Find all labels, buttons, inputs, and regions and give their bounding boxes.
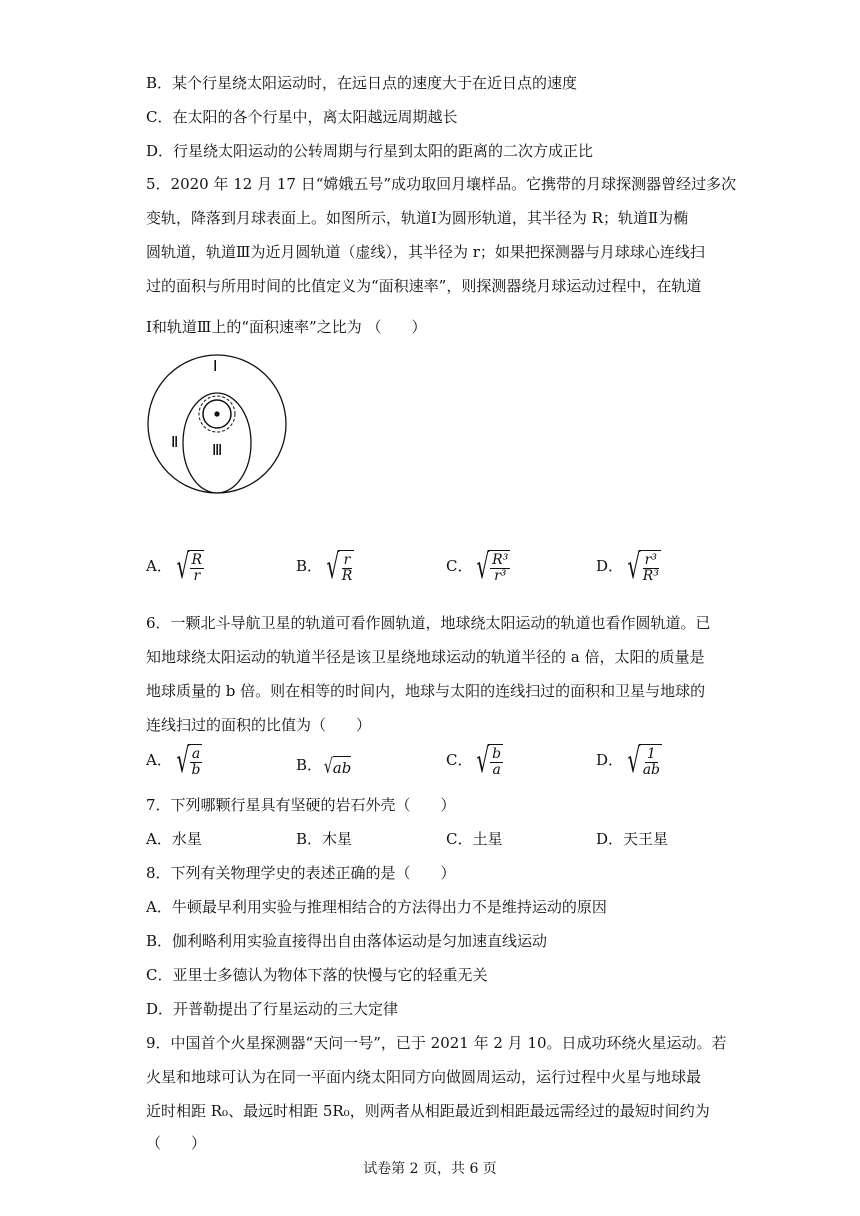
q6-option-a: A． √ $\frac{a}{b}$ [146,741,201,781]
orbit-diagram [145,352,295,502]
q5-stem-line-3: 圆轨道，轨道Ⅲ为近月圆轨道（虚线），其半径为 r；如果把探测器与月球球心连线扫 [146,243,705,261]
q9-stem-line-3: 近时相距 R₀、最远时相距 5R₀，则两者从相距最近到相距最远需经过的最短时间约为 [146,1102,710,1120]
orbit-1-label: Ⅰ [213,359,218,375]
q5-option-c: C． √ $\frac{\text{R³}}{\text{r³}}$ [446,547,509,587]
q4-option-c: C．在太阳的各个行星中，离太阳越远周期越长 [146,108,458,126]
q6-stem-line-2: 知地球绕太阳运动的轨道半径是该卫星绕地球运动的轨道半径的 a 倍，太阳的质量是 [146,648,705,666]
q5-stem-line-1: 5．2020 年 12 月 17 日“嫦娥五号”成功取回月壤样品。它携带的月球探测器曾经过多次 [146,175,737,193]
q6-option-c: C． √ $\frac{b}{a}$ [446,741,502,781]
q8-option-b: B．伽利略利用实验直接得出自由落体运动是匀加速直线运动 [146,932,548,950]
q6-stem-line-4: 连线扫过的面积的比值为（ ） [146,716,372,734]
q7-option-b: B．木星 [296,830,353,848]
orbit-2-label: Ⅱ [171,435,179,451]
q9-stem-line-1: 9．中国首个火星探测器“天问一号”，已于 2021 年 2 月 10。日成功环绕火星运动。若 [146,1034,727,1052]
q7-option-c: C．土星 [446,830,503,848]
q6-option-d: D． √ $\frac{1}{ab}$ [596,741,661,781]
q6-stem-line-3: 地球质量的 b 倍。则在相等的时间内，地球与太阳的连线扫过的面积和卫星与地球的 [146,682,706,700]
q8-option-d: D．开普勒提出了行星运动的三大定律 [146,1000,399,1018]
q7-stem: 7．下列哪颗行星具有坚硬的岩石外壳（ ） [146,796,456,814]
q7-option-d: D．天王星 [596,830,669,848]
moon-center-dot [214,411,219,416]
q8-option-a: A．牛顿最早利用实验与推理相结合的方法得出力不是维持运动的原因 [146,898,607,916]
q6-option-b: B． √ ab [296,754,352,778]
q5-option-a: A． √ $\frac{R}{r}$ [146,547,203,587]
q4-option-d: D．行星绕太阳运动的公转周期与行星到太阳的距离的二次方成正比 [146,142,594,160]
q8-option-c: C．亚里士多德认为物体下落的快慢与它的轻重无关 [146,966,488,984]
q6-stem-line-1: 6．一颗北斗导航卫星的轨道可看作圆轨道，地球绕太阳运动的轨道也看作圆轨道。已 [146,614,711,632]
q9-stem-line-4: （ ） [146,1134,207,1152]
q8-stem: 8．下列有关物理学史的表述正确的是（ ） [146,864,456,882]
orbit-1-circle [148,355,286,493]
page-footer: 试卷第 2 页，共 6 页 [363,1161,497,1177]
q7-option-a: A．水星 [146,830,202,848]
q5-stem-line-5: Ⅰ和轨道Ⅲ上的“面积速率”之比为 （ ） [146,318,427,336]
q4-option-b: B．某个行星绕太阳运动时，在远日点的速度大于在近日点的速度 [146,74,578,92]
q9-stem-line-2: 火星和地球可认为在同一平面内绕太阳同方向做圆周运动，运行过程中火星与地球最 [146,1068,702,1086]
q5-stem-line-2: 变轨，降落到月球表面上。如图所示，轨道Ⅰ为圆形轨道，其半径为 R；轨道Ⅱ为椭 [146,209,689,227]
q5-option-b: B． √ $\frac{r}{R}$ [296,547,353,587]
orbit-3-label: Ⅲ [212,443,223,459]
q5-option-d: D． √ $\frac{\text{r³}}{\text{R³}}$ [596,547,659,587]
q5-stem-line-4: 过的面积与所用时间的比值定义为“面积速率”，则探测器绕月球运动过程中，在轨道 [146,277,702,295]
